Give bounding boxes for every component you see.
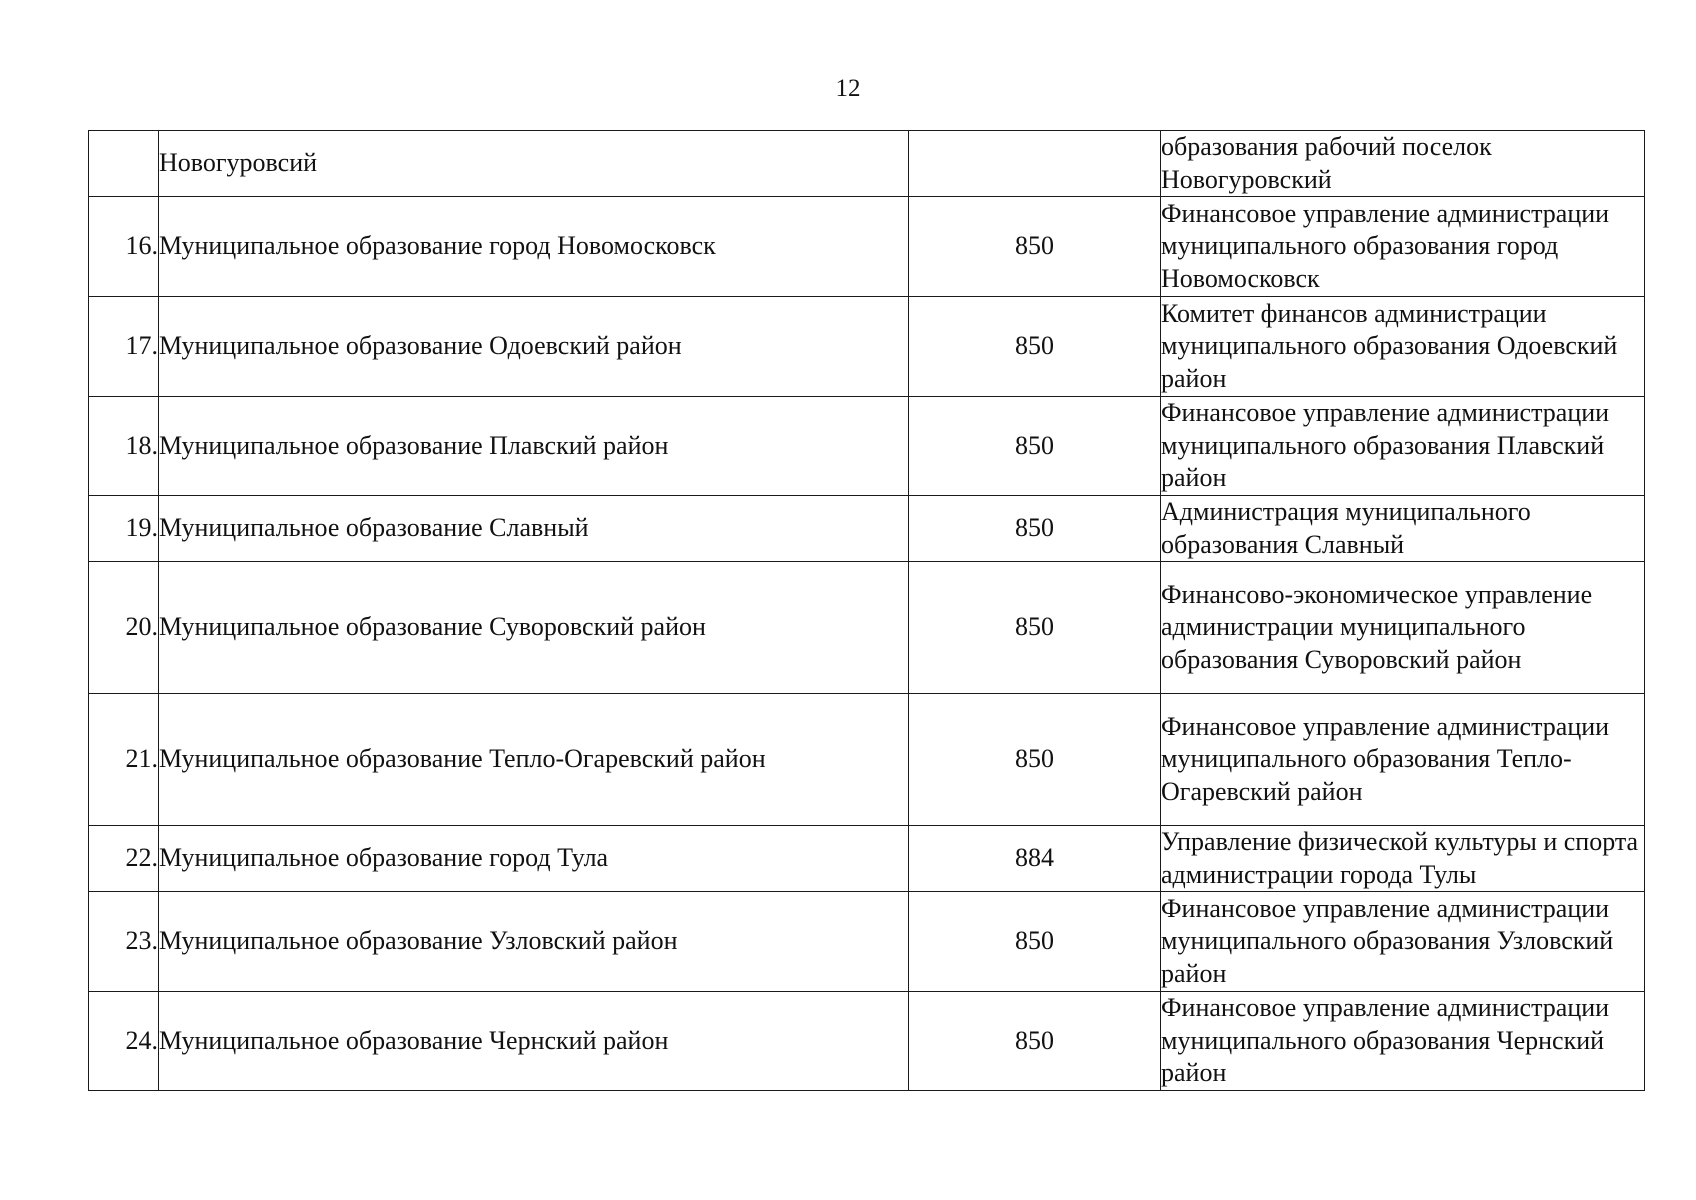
department-code: 850 bbox=[909, 892, 1161, 992]
municipality-name: Муниципальное образование Чернский район bbox=[159, 992, 909, 1091]
row-number: 23. bbox=[89, 892, 159, 992]
row-number: 22. bbox=[89, 826, 159, 892]
table-row bbox=[89, 297, 1645, 397]
table-row bbox=[89, 562, 1645, 694]
department-code: 850 bbox=[909, 397, 1161, 496]
department-code: 850 bbox=[909, 992, 1161, 1091]
table-row bbox=[89, 131, 1645, 197]
municipality-name: Муниципальное образование Суворовский район bbox=[159, 562, 909, 694]
administrator-body: Финансовое управление администрации муниципального образования Тепло-Огаревский район bbox=[1161, 694, 1645, 826]
municipality-name: Муниципальное образование Плавский район bbox=[159, 397, 909, 496]
municipality-name: Муниципальное образование Узловский район bbox=[159, 892, 909, 992]
row-number: 19. bbox=[89, 496, 159, 562]
row-number: 21. bbox=[89, 694, 159, 826]
department-code: 850 bbox=[909, 694, 1161, 826]
table-row bbox=[89, 496, 1645, 562]
administrator-body: Финансовое управление администрации муниципального образования Чернский район bbox=[1161, 992, 1645, 1091]
table-row bbox=[89, 397, 1645, 496]
page-number: 12 bbox=[835, 75, 861, 102]
table-row bbox=[89, 892, 1645, 992]
administrator-body: Администрация муниципального образования Славный bbox=[1161, 496, 1645, 562]
department-code: 850 bbox=[909, 562, 1161, 694]
municipality-name: Новогуровсий bbox=[159, 131, 909, 197]
municipality-name: Муниципальное образование город Тула bbox=[159, 826, 909, 892]
table-row bbox=[89, 197, 1645, 297]
table-row bbox=[89, 694, 1645, 826]
municipality-name: Муниципальное образование Славный bbox=[159, 496, 909, 562]
administrator-body: образования рабочий поселок Новогуровский bbox=[1161, 131, 1645, 197]
row-number: 18. bbox=[89, 397, 159, 496]
administrator-body: Финансовое управление администрации муниципального образования город Новомосковск bbox=[1161, 197, 1645, 297]
table-row bbox=[89, 992, 1645, 1091]
municipality-name: Муниципальное образование Одоевский район bbox=[159, 297, 909, 397]
administrator-body: Комитет финансов администрации муниципального образования Одоевский район bbox=[1161, 297, 1645, 397]
administrator-body: Финансово-экономическое управление администрации муниципального образования Суворовский район bbox=[1161, 562, 1645, 694]
department-code: 884 bbox=[909, 826, 1161, 892]
administrator-body: Финансовое управление администрации муниципального образования Узловский район bbox=[1161, 892, 1645, 992]
department-code bbox=[909, 131, 1161, 197]
row-number: 17. bbox=[89, 297, 159, 397]
budget-recipients-table bbox=[88, 130, 1645, 1091]
table-row bbox=[89, 826, 1645, 892]
row-number: 16. bbox=[89, 197, 159, 297]
administrator-body: Финансовое управление администрации муниципального образования Плавский район bbox=[1161, 397, 1645, 496]
row-number: 20. bbox=[89, 562, 159, 694]
municipality-name: Муниципальное образование город Новомосковск bbox=[159, 197, 909, 297]
department-code: 850 bbox=[909, 496, 1161, 562]
administrator-body: Управление физической культуры и спорта администрации города Тулы bbox=[1161, 826, 1645, 892]
row-number: 24. bbox=[89, 992, 159, 1091]
municipality-name: Муниципальное образование Тепло-Огаревский район bbox=[159, 694, 909, 826]
department-code: 850 bbox=[909, 197, 1161, 297]
row-number bbox=[89, 131, 159, 197]
department-code: 850 bbox=[909, 297, 1161, 397]
